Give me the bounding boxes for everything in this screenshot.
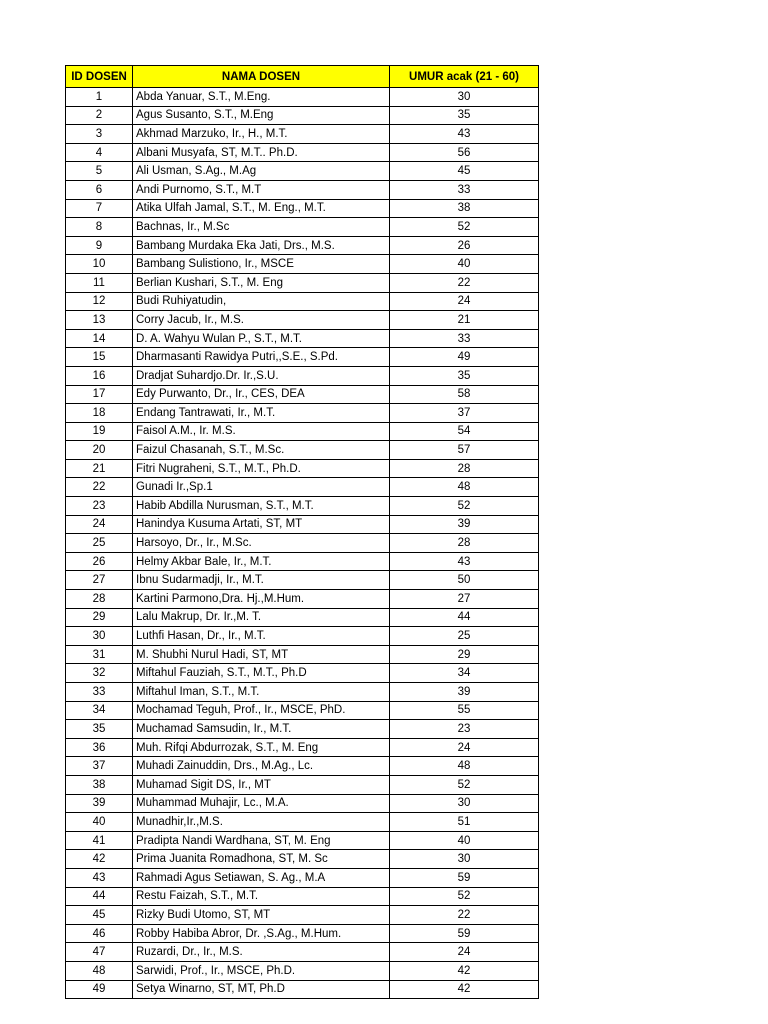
- table-row: [66, 125, 539, 144]
- name-cell[interactable]: Luthfi Hasan, Dr., Ir., M.T.: [133, 627, 390, 646]
- id-cell[interactable]: 34: [66, 701, 133, 720]
- age-cell[interactable]: 42: [390, 980, 539, 999]
- id-cell[interactable]: 35: [66, 720, 133, 739]
- age-cell[interactable]: 48: [390, 757, 539, 776]
- header-id[interactable]: ID DOSEN: [66, 66, 133, 88]
- age-cell[interactable]: 25: [390, 627, 539, 646]
- id-cell[interactable]: 23: [66, 497, 133, 516]
- table-row: [66, 273, 539, 292]
- age-cell[interactable]: 24: [390, 292, 539, 311]
- table-row: [66, 701, 539, 720]
- id-cell[interactable]: 26: [66, 552, 133, 571]
- name-cell[interactable]: Faisol A.M., Ir. M.S.: [133, 422, 390, 441]
- name-cell[interactable]: Edy Purwanto, Dr., Ir., CES, DEA: [133, 385, 390, 404]
- age-cell[interactable]: 43: [390, 125, 539, 144]
- table-row: [66, 961, 539, 980]
- id-cell[interactable]: 29: [66, 608, 133, 627]
- table-row: [66, 292, 539, 311]
- age-cell[interactable]: 42: [390, 961, 539, 980]
- name-cell[interactable]: Sarwidi, Prof., Ir., MSCE, Ph.D.: [133, 961, 390, 980]
- id-cell[interactable]: 5: [66, 162, 133, 181]
- age-cell[interactable]: 40: [390, 831, 539, 850]
- table-body: [66, 88, 539, 999]
- id-cell[interactable]: 43: [66, 868, 133, 887]
- table-row: [66, 664, 539, 683]
- name-cell[interactable]: Muhammad Muhajir, Lc., M.A.: [133, 794, 390, 813]
- name-cell[interactable]: D. A. Wahyu Wulan P., S.T., M.T.: [133, 329, 390, 348]
- id-cell[interactable]: 1: [66, 88, 133, 107]
- id-cell[interactable]: 47: [66, 943, 133, 962]
- age-cell[interactable]: 27: [390, 590, 539, 609]
- name-cell[interactable]: Bambang Murdaka Eka Jati, Drs., M.S.: [133, 236, 390, 255]
- age-cell[interactable]: 55: [390, 701, 539, 720]
- age-cell[interactable]: 39: [390, 683, 539, 702]
- name-cell[interactable]: Setya Winarno, ST, MT, Ph.D: [133, 980, 390, 999]
- table-row: [66, 422, 539, 441]
- id-cell[interactable]: 13: [66, 311, 133, 330]
- id-cell[interactable]: 16: [66, 366, 133, 385]
- age-cell[interactable]: 22: [390, 273, 539, 292]
- age-cell[interactable]: 35: [390, 366, 539, 385]
- name-cell[interactable]: Agus Susanto, S.T., M.Eng: [133, 106, 390, 125]
- table-row: [66, 255, 539, 274]
- table-row: [66, 348, 539, 367]
- id-cell[interactable]: 33: [66, 683, 133, 702]
- age-cell[interactable]: 35: [390, 106, 539, 125]
- id-cell[interactable]: 40: [66, 813, 133, 832]
- name-cell[interactable]: Restu Faizah, S.T., M.T.: [133, 887, 390, 906]
- id-cell[interactable]: 21: [66, 459, 133, 478]
- id-cell[interactable]: 4: [66, 143, 133, 162]
- name-cell[interactable]: Faizul Chasanah, S.T., M.Sc.: [133, 441, 390, 460]
- header-name[interactable]: NAMA DOSEN: [133, 66, 390, 88]
- table-row: [66, 980, 539, 999]
- table-row: [66, 906, 539, 925]
- age-cell[interactable]: 33: [390, 180, 539, 199]
- table-row: [66, 683, 539, 702]
- table-row: [66, 924, 539, 943]
- id-cell[interactable]: 12: [66, 292, 133, 311]
- table-row: [66, 627, 539, 646]
- age-cell[interactable]: 44: [390, 608, 539, 627]
- id-cell[interactable]: 36: [66, 738, 133, 757]
- age-cell[interactable]: 29: [390, 645, 539, 664]
- age-cell[interactable]: 52: [390, 497, 539, 516]
- id-cell[interactable]: 22: [66, 478, 133, 497]
- table-row: [66, 199, 539, 218]
- id-cell[interactable]: 19: [66, 422, 133, 441]
- age-cell[interactable]: 58: [390, 385, 539, 404]
- table-row: [66, 236, 539, 255]
- table-row: [66, 608, 539, 627]
- table-row: [66, 720, 539, 739]
- id-cell[interactable]: 38: [66, 775, 133, 794]
- id-cell[interactable]: 27: [66, 571, 133, 590]
- table-row: [66, 868, 539, 887]
- id-cell[interactable]: 44: [66, 887, 133, 906]
- name-cell[interactable]: Pradipta Nandi Wardhana, ST, M. Eng: [133, 831, 390, 850]
- id-cell[interactable]: 14: [66, 329, 133, 348]
- name-cell[interactable]: Bachnas, Ir., M.Sc: [133, 218, 390, 237]
- table-row: [66, 478, 539, 497]
- table-row: [66, 441, 539, 460]
- name-cell[interactable]: Habib Abdilla Nurusman, S.T., M.T.: [133, 497, 390, 516]
- lecturer-sheet: [65, 65, 538, 999]
- table-row: [66, 497, 539, 516]
- table-row: [66, 459, 539, 478]
- age-cell[interactable]: 39: [390, 515, 539, 534]
- id-cell[interactable]: 37: [66, 757, 133, 776]
- name-cell[interactable]: Ali Usman, S.Ag., M.Ag: [133, 162, 390, 181]
- name-cell[interactable]: Endang Tantrawati, Ir., M.T.: [133, 404, 390, 423]
- id-cell[interactable]: 7: [66, 199, 133, 218]
- table-row: [66, 590, 539, 609]
- id-cell[interactable]: 49: [66, 980, 133, 999]
- name-cell[interactable]: Fitri Nugraheni, S.T., M.T., Ph.D.: [133, 459, 390, 478]
- name-cell[interactable]: Abda Yanuar, S.T., M.Eng.: [133, 88, 390, 107]
- id-cell[interactable]: 42: [66, 850, 133, 869]
- table-row: [66, 794, 539, 813]
- id-cell[interactable]: 11: [66, 273, 133, 292]
- name-cell[interactable]: Lalu Makrup, Dr. Ir.,M. T.: [133, 608, 390, 627]
- id-cell[interactable]: 15: [66, 348, 133, 367]
- age-cell[interactable]: 38: [390, 199, 539, 218]
- table-row: [66, 88, 539, 107]
- age-cell[interactable]: 26: [390, 236, 539, 255]
- table-row: [66, 143, 539, 162]
- id-cell[interactable]: 10: [66, 255, 133, 274]
- age-cell[interactable]: 56: [390, 143, 539, 162]
- age-cell[interactable]: 59: [390, 868, 539, 887]
- name-cell[interactable]: Budi Ruhiyatudin,: [133, 292, 390, 311]
- header-age[interactable]: UMUR acak (21 - 60): [390, 66, 539, 88]
- table-row: [66, 218, 539, 237]
- age-cell[interactable]: 43: [390, 552, 539, 571]
- age-cell[interactable]: 30: [390, 794, 539, 813]
- id-cell[interactable]: 31: [66, 645, 133, 664]
- id-cell[interactable]: 20: [66, 441, 133, 460]
- name-cell[interactable]: M. Shubhi Nurul Hadi, ST, MT: [133, 645, 390, 664]
- table-row: [66, 180, 539, 199]
- name-cell[interactable]: Gunadi Ir.,Sp.1: [133, 478, 390, 497]
- age-cell[interactable]: 48: [390, 478, 539, 497]
- age-cell[interactable]: 22: [390, 906, 539, 925]
- age-cell[interactable]: 24: [390, 738, 539, 757]
- table-row: [66, 552, 539, 571]
- name-cell[interactable]: Dradjat Suhardjo.Dr. Ir.,S.U.: [133, 366, 390, 385]
- name-cell[interactable]: Ibnu Sudarmadji, Ir., M.T.: [133, 571, 390, 590]
- table-row: [66, 366, 539, 385]
- id-cell[interactable]: 41: [66, 831, 133, 850]
- id-cell[interactable]: 18: [66, 404, 133, 423]
- name-cell[interactable]: Prima Juanita Romadhona, ST, M. Sc: [133, 850, 390, 869]
- table-row: [66, 385, 539, 404]
- name-cell[interactable]: Mochamad Teguh, Prof., Ir., MSCE, PhD.: [133, 701, 390, 720]
- name-cell[interactable]: Dharmasanti Rawidya Putri,,S.E., S.Pd.: [133, 348, 390, 367]
- age-cell[interactable]: 34: [390, 664, 539, 683]
- table-row: [66, 329, 539, 348]
- name-cell[interactable]: Muhamad Sigit DS, Ir., MT: [133, 775, 390, 794]
- age-cell[interactable]: 21: [390, 311, 539, 330]
- table-row: [66, 645, 539, 664]
- table-row: [66, 813, 539, 832]
- id-cell[interactable]: 8: [66, 218, 133, 237]
- id-cell[interactable]: 17: [66, 385, 133, 404]
- id-cell[interactable]: 24: [66, 515, 133, 534]
- table-row: [66, 775, 539, 794]
- name-cell[interactable]: Robby Habiba Abror, Dr. ,S.Ag., M.Hum.: [133, 924, 390, 943]
- id-cell[interactable]: 39: [66, 794, 133, 813]
- id-cell[interactable]: 32: [66, 664, 133, 683]
- table-row: [66, 162, 539, 181]
- age-cell[interactable]: 52: [390, 218, 539, 237]
- name-cell[interactable]: Andi Purnomo, S.T., M.T: [133, 180, 390, 199]
- table-row: [66, 311, 539, 330]
- age-cell[interactable]: 28: [390, 534, 539, 553]
- name-cell[interactable]: Muhadi Zainuddin, Drs., M.Ag., Lc.: [133, 757, 390, 776]
- id-cell[interactable]: 6: [66, 180, 133, 199]
- name-cell[interactable]: Corry Jacub, Ir., M.S.: [133, 311, 390, 330]
- table-row: [66, 106, 539, 125]
- age-cell[interactable]: 52: [390, 887, 539, 906]
- age-cell[interactable]: 24: [390, 943, 539, 962]
- id-cell[interactable]: 2: [66, 106, 133, 125]
- name-cell[interactable]: Kartini Parmono,Dra. Hj.,M.Hum.: [133, 590, 390, 609]
- id-cell[interactable]: 30: [66, 627, 133, 646]
- table-row: [66, 943, 539, 962]
- name-cell[interactable]: Rahmadi Agus Setiawan, S. Ag., M.A: [133, 868, 390, 887]
- table-row: [66, 571, 539, 590]
- age-cell[interactable]: 28: [390, 459, 539, 478]
- name-cell[interactable]: Bambang Sulistiono, Ir., MSCE: [133, 255, 390, 274]
- age-cell[interactable]: 59: [390, 924, 539, 943]
- name-cell[interactable]: Miftahul Fauziah, S.T., M.T., Ph.D: [133, 664, 390, 683]
- name-cell[interactable]: Berlian Kushari, S.T., M. Eng: [133, 273, 390, 292]
- name-cell[interactable]: Helmy Akbar Bale, Ir., M.T.: [133, 552, 390, 571]
- name-cell[interactable]: Hanindya Kusuma Artati, ST, MT: [133, 515, 390, 534]
- id-cell[interactable]: 25: [66, 534, 133, 553]
- table-row: [66, 887, 539, 906]
- id-cell[interactable]: 9: [66, 236, 133, 255]
- table-row: [66, 534, 539, 553]
- age-cell[interactable]: 51: [390, 813, 539, 832]
- table-row: [66, 515, 539, 534]
- age-cell[interactable]: 52: [390, 775, 539, 794]
- table-row: [66, 738, 539, 757]
- id-cell[interactable]: 45: [66, 906, 133, 925]
- name-cell[interactable]: Ruzardi, Dr., Ir., M.S.: [133, 943, 390, 962]
- table-row: [66, 404, 539, 423]
- age-cell[interactable]: 30: [390, 850, 539, 869]
- id-cell[interactable]: 48: [66, 961, 133, 980]
- header-row: [66, 66, 539, 88]
- name-cell[interactable]: Rizky Budi Utomo, ST, MT: [133, 906, 390, 925]
- id-cell[interactable]: 46: [66, 924, 133, 943]
- table-row: [66, 831, 539, 850]
- name-cell[interactable]: Harsoyo, Dr., Ir., M.Sc.: [133, 534, 390, 553]
- age-cell[interactable]: 50: [390, 571, 539, 590]
- name-cell[interactable]: Atika Ulfah Jamal, S.T., M. Eng., M.T.: [133, 199, 390, 218]
- table-row: [66, 757, 539, 776]
- age-cell[interactable]: 45: [390, 162, 539, 181]
- name-cell[interactable]: Akhmad Marzuko, Ir., H., M.T.: [133, 125, 390, 144]
- table-row: [66, 850, 539, 869]
- id-cell[interactable]: 3: [66, 125, 133, 144]
- age-cell[interactable]: 57: [390, 441, 539, 460]
- id-cell[interactable]: 28: [66, 590, 133, 609]
- name-cell[interactable]: Munadhir,Ir.,M.S.: [133, 813, 390, 832]
- age-cell[interactable]: 49: [390, 348, 539, 367]
- lecturer-table: [65, 65, 539, 999]
- age-cell[interactable]: 30: [390, 88, 539, 107]
- age-cell[interactable]: 40: [390, 255, 539, 274]
- age-cell[interactable]: 54: [390, 422, 539, 441]
- age-cell[interactable]: 37: [390, 404, 539, 423]
- age-cell[interactable]: 33: [390, 329, 539, 348]
- name-cell[interactable]: Muchamad Samsudin, Ir., M.T.: [133, 720, 390, 739]
- name-cell[interactable]: Albani Musyafa, ST, M.T.. Ph.D.: [133, 143, 390, 162]
- name-cell[interactable]: Miftahul Iman, S.T., M.T.: [133, 683, 390, 702]
- age-cell[interactable]: 23: [390, 720, 539, 739]
- name-cell[interactable]: Muh. Rifqi Abdurrozak, S.T., M. Eng: [133, 738, 390, 757]
